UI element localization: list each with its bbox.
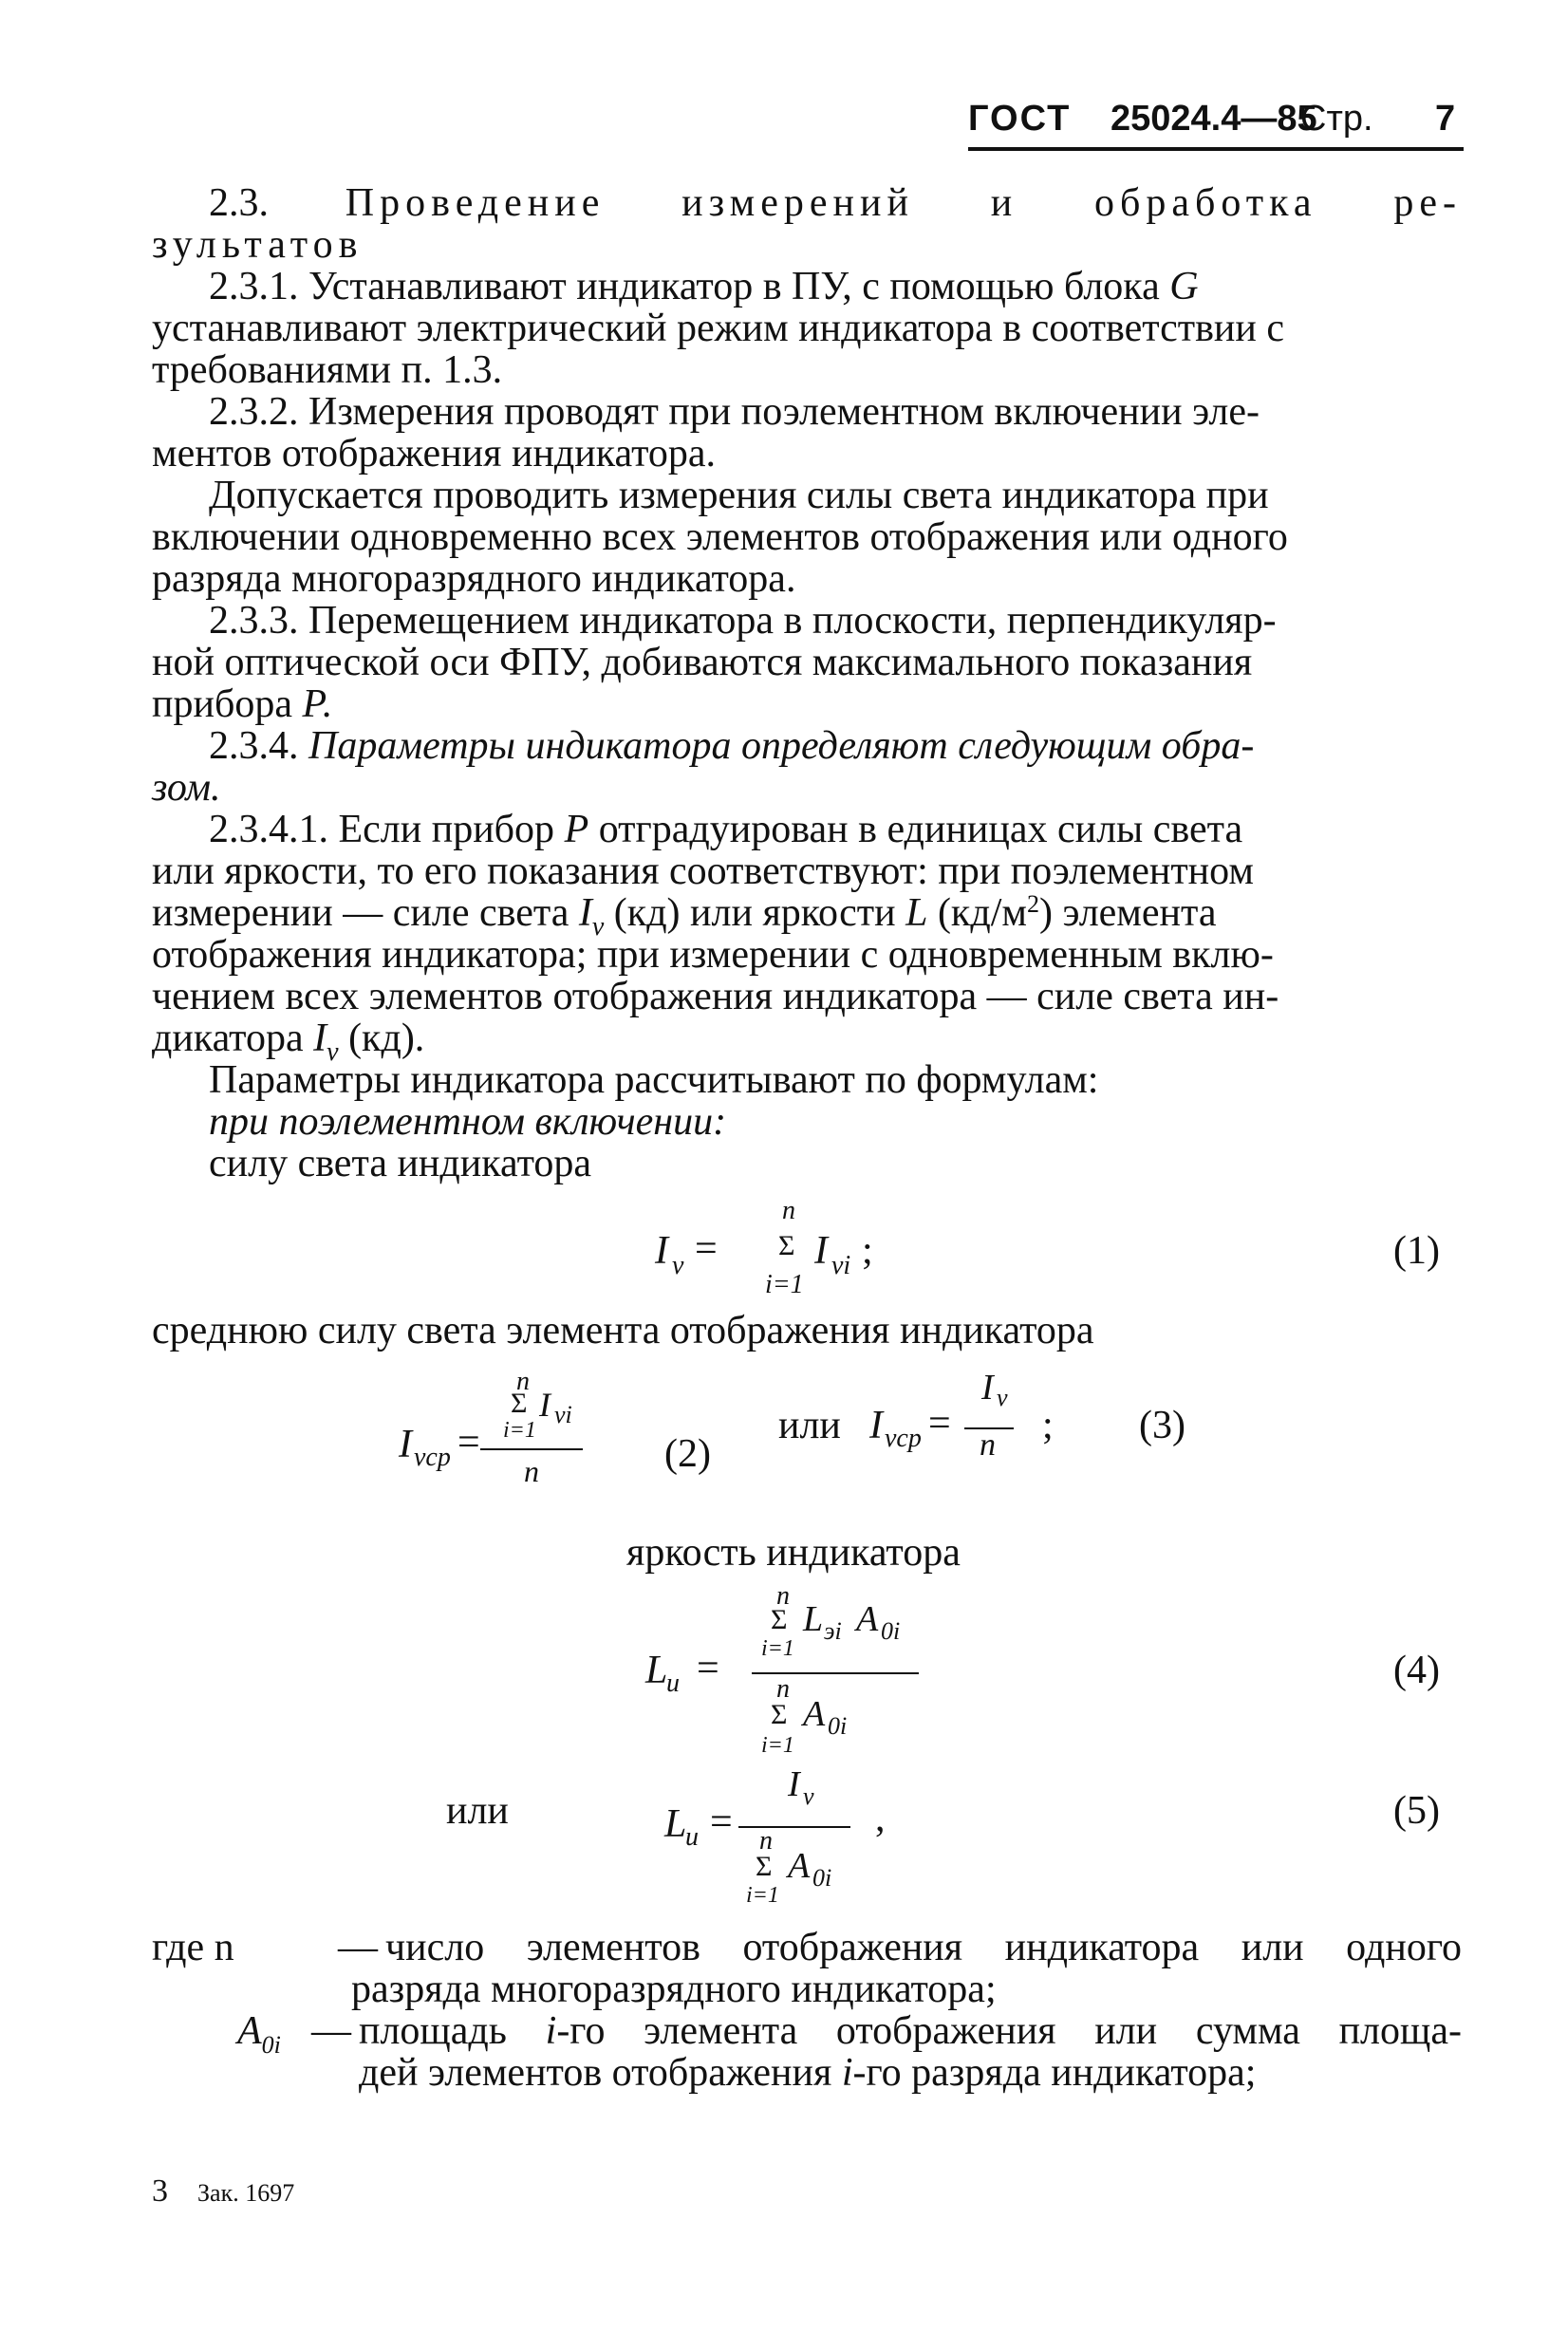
section-2-3-heading-cont: зультатов [152,223,364,267]
para-2-3-1-line3: требованиями п. 1.3. [152,348,503,392]
para-2-3-4-1-line2: или яркости, то его показания соответствуют: при поэлементном [152,849,1254,893]
eq-number-2: (2) [664,1432,711,1476]
para-avg-intensity: среднюю силу света элемента отображения индикатора [152,1309,1094,1352]
s23-word-2: измерений [681,181,914,225]
footer-sheet: 3 [152,2173,168,2209]
s23-word-3: и [990,181,1018,225]
definition-a0i-dash: — [311,2009,351,2053]
definition-n-term: где n [152,1926,234,1969]
para-2-3-4-1-line5: чением всех элементов отображения индикатора — силе света ин- [152,975,1279,1018]
definition-n [152,1927,1462,2022]
definition-a0i [152,2010,1462,2105]
header-page-number: 7 [1435,99,1456,139]
para-2-3-1-line2: устанавливают электрический режим индикатора в соответствии с [152,307,1285,350]
para-2-3-4-1-line4: отображения индикатора; при измерении с одновременным вклю- [152,933,1274,977]
para-2-3-3-line3: прибора Р. [152,682,333,726]
s23-num: 2.3. [209,181,269,225]
para-2-3-3-line1: 2.3.3. Перемещением индикатора в плоскости, перпендикуляр- [209,599,1277,643]
para-formulas-intro: Параметры индикатора рассчитывают по формулам: [209,1058,1099,1102]
formula-3: или I vср = I v n ; [778,1368,1054,1463]
s23-word-4: обработка [1093,181,1317,225]
header-number: 25024.4—85 [1111,99,1317,139]
para-allowed-line3: разряда многоразрядного индикатора. [152,557,796,601]
eq-number-5: (5) [1393,1789,1440,1833]
footer-order: Зак. 1697 [197,2179,295,2207]
para-2-3-3-line2: ной оптической оси ФПУ, добиваются максимального показания [152,641,1253,684]
para-allowed-line1: Допускается проводить измерения силы света индикатора при [209,474,1269,517]
para-2-3-1-line1: 2.3.1. Устанавливают индикатор в ПУ, с помощью блока G [209,265,1199,308]
formula-5: I v L и = , n Σ A 0i i=1 [664,1764,886,1908]
definition-n-dash: — [338,1926,378,1969]
header-gost: ГОСТ [968,99,1072,139]
definition-n-text-2: разряда многоразрядного индикатора; [351,1968,997,2011]
para-2-3-2-line2: ментов отображения индикатора. [152,432,717,476]
para-allowed-line2: включении одновременно всех элементов отображения или одного [152,515,1288,559]
formula-2: n Σ I vi i=1 I vср = n [399,1367,702,1500]
definition-a0i-term: $A_{0i}$ [237,2009,281,2059]
para-per-element: при поэлементном включении: [209,1100,727,1144]
para-2-3-4-1-line1: 2.3.4.1. Если прибор Р отградуирован в единицах силы света [209,808,1243,851]
para-2-3-4-1-line3: измерении — силе света $I_v$ (кд) или яркости L $(кд/м^2)$ элемента [152,890,1217,942]
definition-n-text-1: число элементов отображения индикатора или одного [385,1926,1462,1969]
eq-number-1: (1) [1393,1229,1440,1273]
header-page-label: Стр. [1300,99,1373,139]
definition-a0i-text-2: дей элементов отображения i-го разряда индикатора; [359,2051,1257,2095]
footer [152,2173,626,2221]
para-2-3-4-line1: 2.3.4. Параметры индикатора определяют следующим обра- [209,724,1255,768]
para-intensity-label: силу света индикатора [209,1142,592,1185]
or-label: или [446,1789,509,1833]
s23-word-5: ре- [1393,181,1462,225]
para-2-3-4-line2: зом. [152,766,221,810]
section-2-3-heading [209,182,1462,224]
formula-1: n I v = Σ I vi ; i=1 [655,1196,873,1299]
definition-a0i-text-1: площадь i-го элемента отображения или сумма площа- [359,2009,1462,2053]
s23-word-1: Проведение [345,181,606,225]
fraction-bar [738,1826,850,1828]
fraction-bar [480,1448,583,1450]
eq-number-4: (4) [1393,1649,1440,1692]
para-2-3-4-1-line6: дикатора $I_v$ (кд). [152,1016,425,1067]
eq-number-3: (3) [1139,1404,1185,1447]
page-header [968,95,1462,152]
para-2-3-2-line1: 2.3.2. Измерения проводят при поэлементном включении эле- [209,390,1260,434]
formula-4: n Σ L эi A 0i i=1 L и = n Σ A 0i i=1 [645,1581,987,1771]
header-rule [968,147,1464,151]
para-brightness-label: яркость индикатора [626,1531,961,1575]
